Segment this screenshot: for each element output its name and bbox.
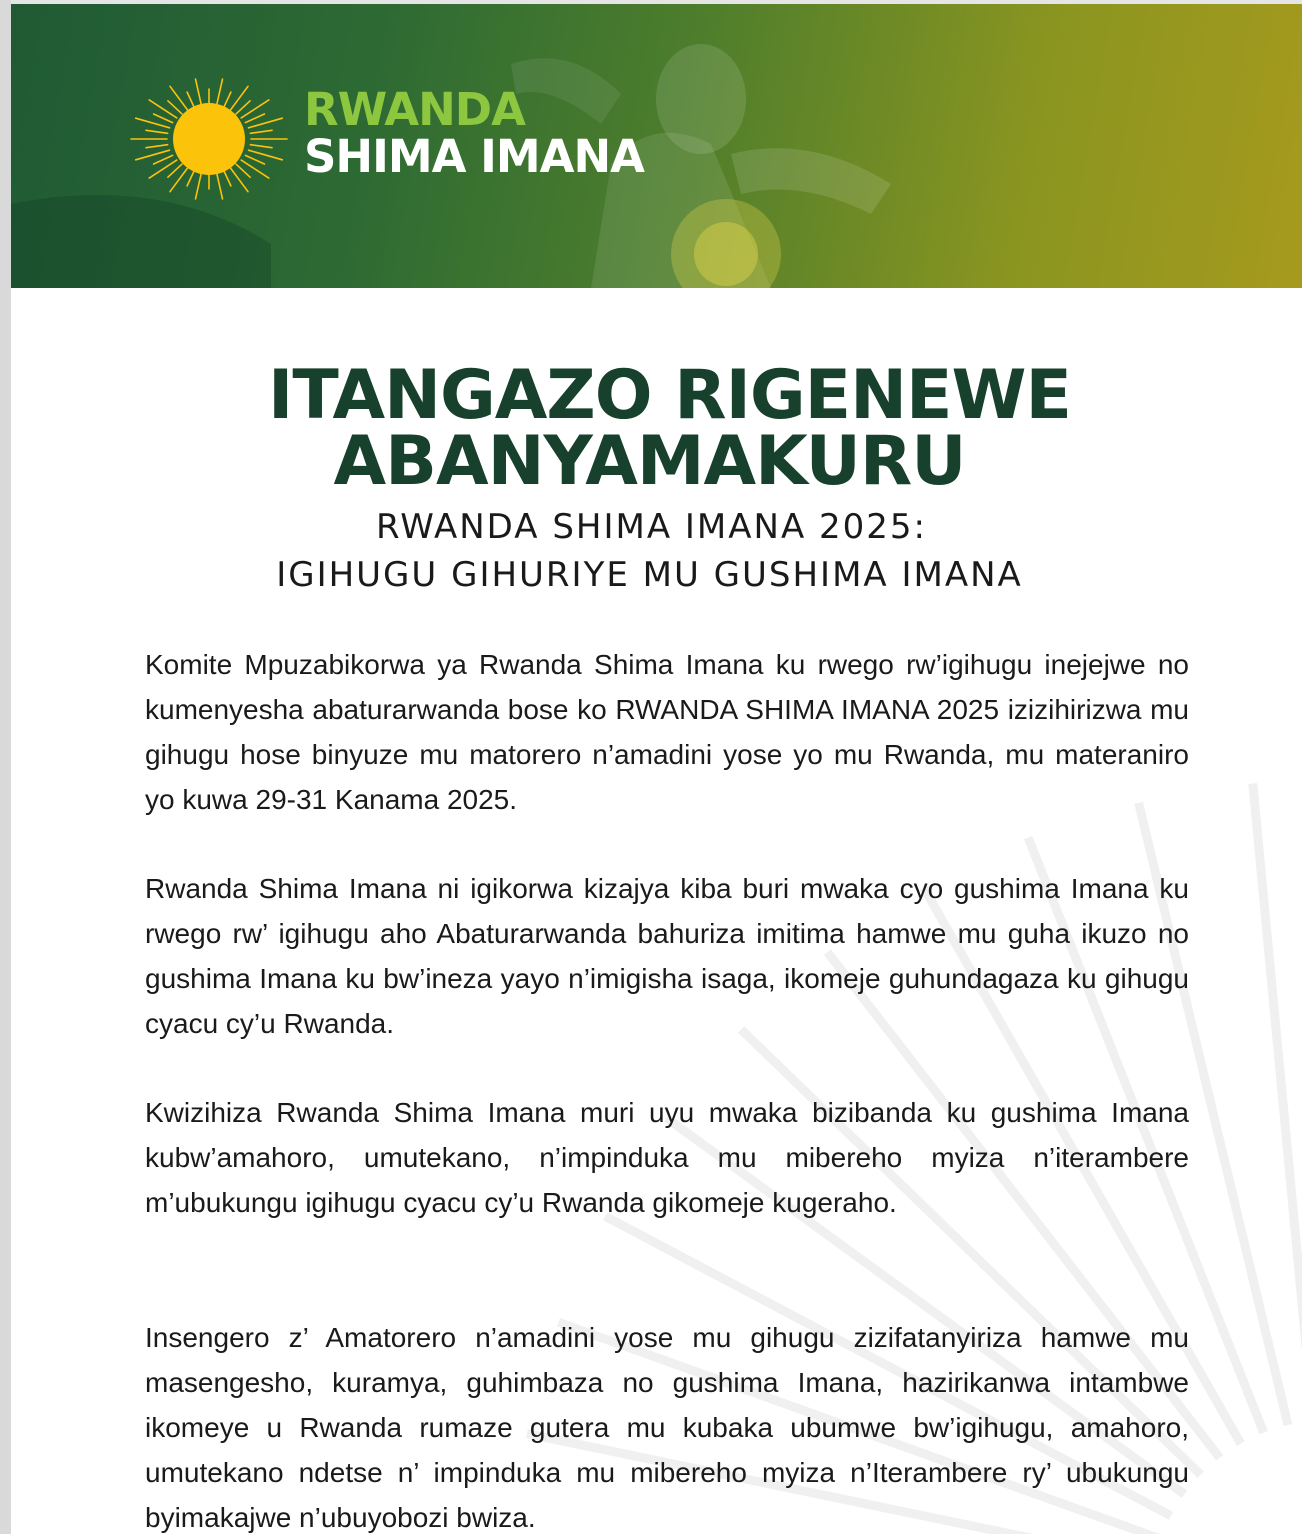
sun-logo-icon	[124, 74, 294, 204]
logo-text-rwanda: RWANDA	[304, 83, 525, 136]
body-paragraph-4: Insengero z’ Amatorero n’amadini yose mu gihugu zizifatanyiriza hamwe mu masengesho, kuramya, guhimbaza no gushima Imana, hazirikanwa intambwe ikomeye u Rwanda rumaze gutera mu kubaka ubumwe bw’igihugu, amahoro, umutekano ndetse n’ impinduka mu mibereho myiza n’Iterambere ry’ ubukungu byimakajwe n’ubuyobozi bwiza.	[145, 1322, 1189, 1533]
page-title-line1: ITANGAZO RIGENEWE	[268, 356, 1071, 435]
body-paragraph-1: Komite Mpuzabikorwa ya Rwanda Shima Imana ku rwego rw’igihugu inejejwe no kumenyesha abaturarwanda bose ko RWANDA SHIMA IMANA 2025 izizihirizwa mu gihugu hose binyuze mu matorero n’amadini yose yo mu Rwanda, mu materaniro yo kuwa 29-31 Kanama 2025.	[145, 649, 1189, 815]
header-banner	[11, 4, 1302, 288]
subtitle-line2: IGIHUGU GIHURIYE MU GUSHIMA IMANA	[276, 555, 1023, 595]
page-left-edge	[0, 0, 11, 1534]
subtitle-line1: RWANDA SHIMA IMANA 2025:	[375, 507, 928, 547]
body-paragraph-2: Rwanda Shima Imana ni igikorwa kizajya kiba buri mwaka cyo gushima Imana ku rwego rw’ igihugu aho Abaturarwanda bahuriza imitima hamwe mu guha ikuzo no gushima Imana ku bw’ineza yayo n’imigisha isaga, ikomeje guhundagaza ku gihugu cyacu cy’u Rwanda.	[145, 873, 1189, 1039]
logo-text-shima-imana: SHIMA IMANA	[304, 130, 644, 183]
body-paragraph-3: Kwizihiza Rwanda Shima Imana muri uyu mwaka bizibanda ku gushima Imana kubw’amahoro, umutekano, n’impinduka mu mibereho myiza n’iterambere m’ubukungu igihugu cyacu cy’u Rwanda gikomeje kugeraho.	[145, 1097, 1189, 1218]
page-title-line2: ABANYAMAKURU	[333, 422, 966, 501]
